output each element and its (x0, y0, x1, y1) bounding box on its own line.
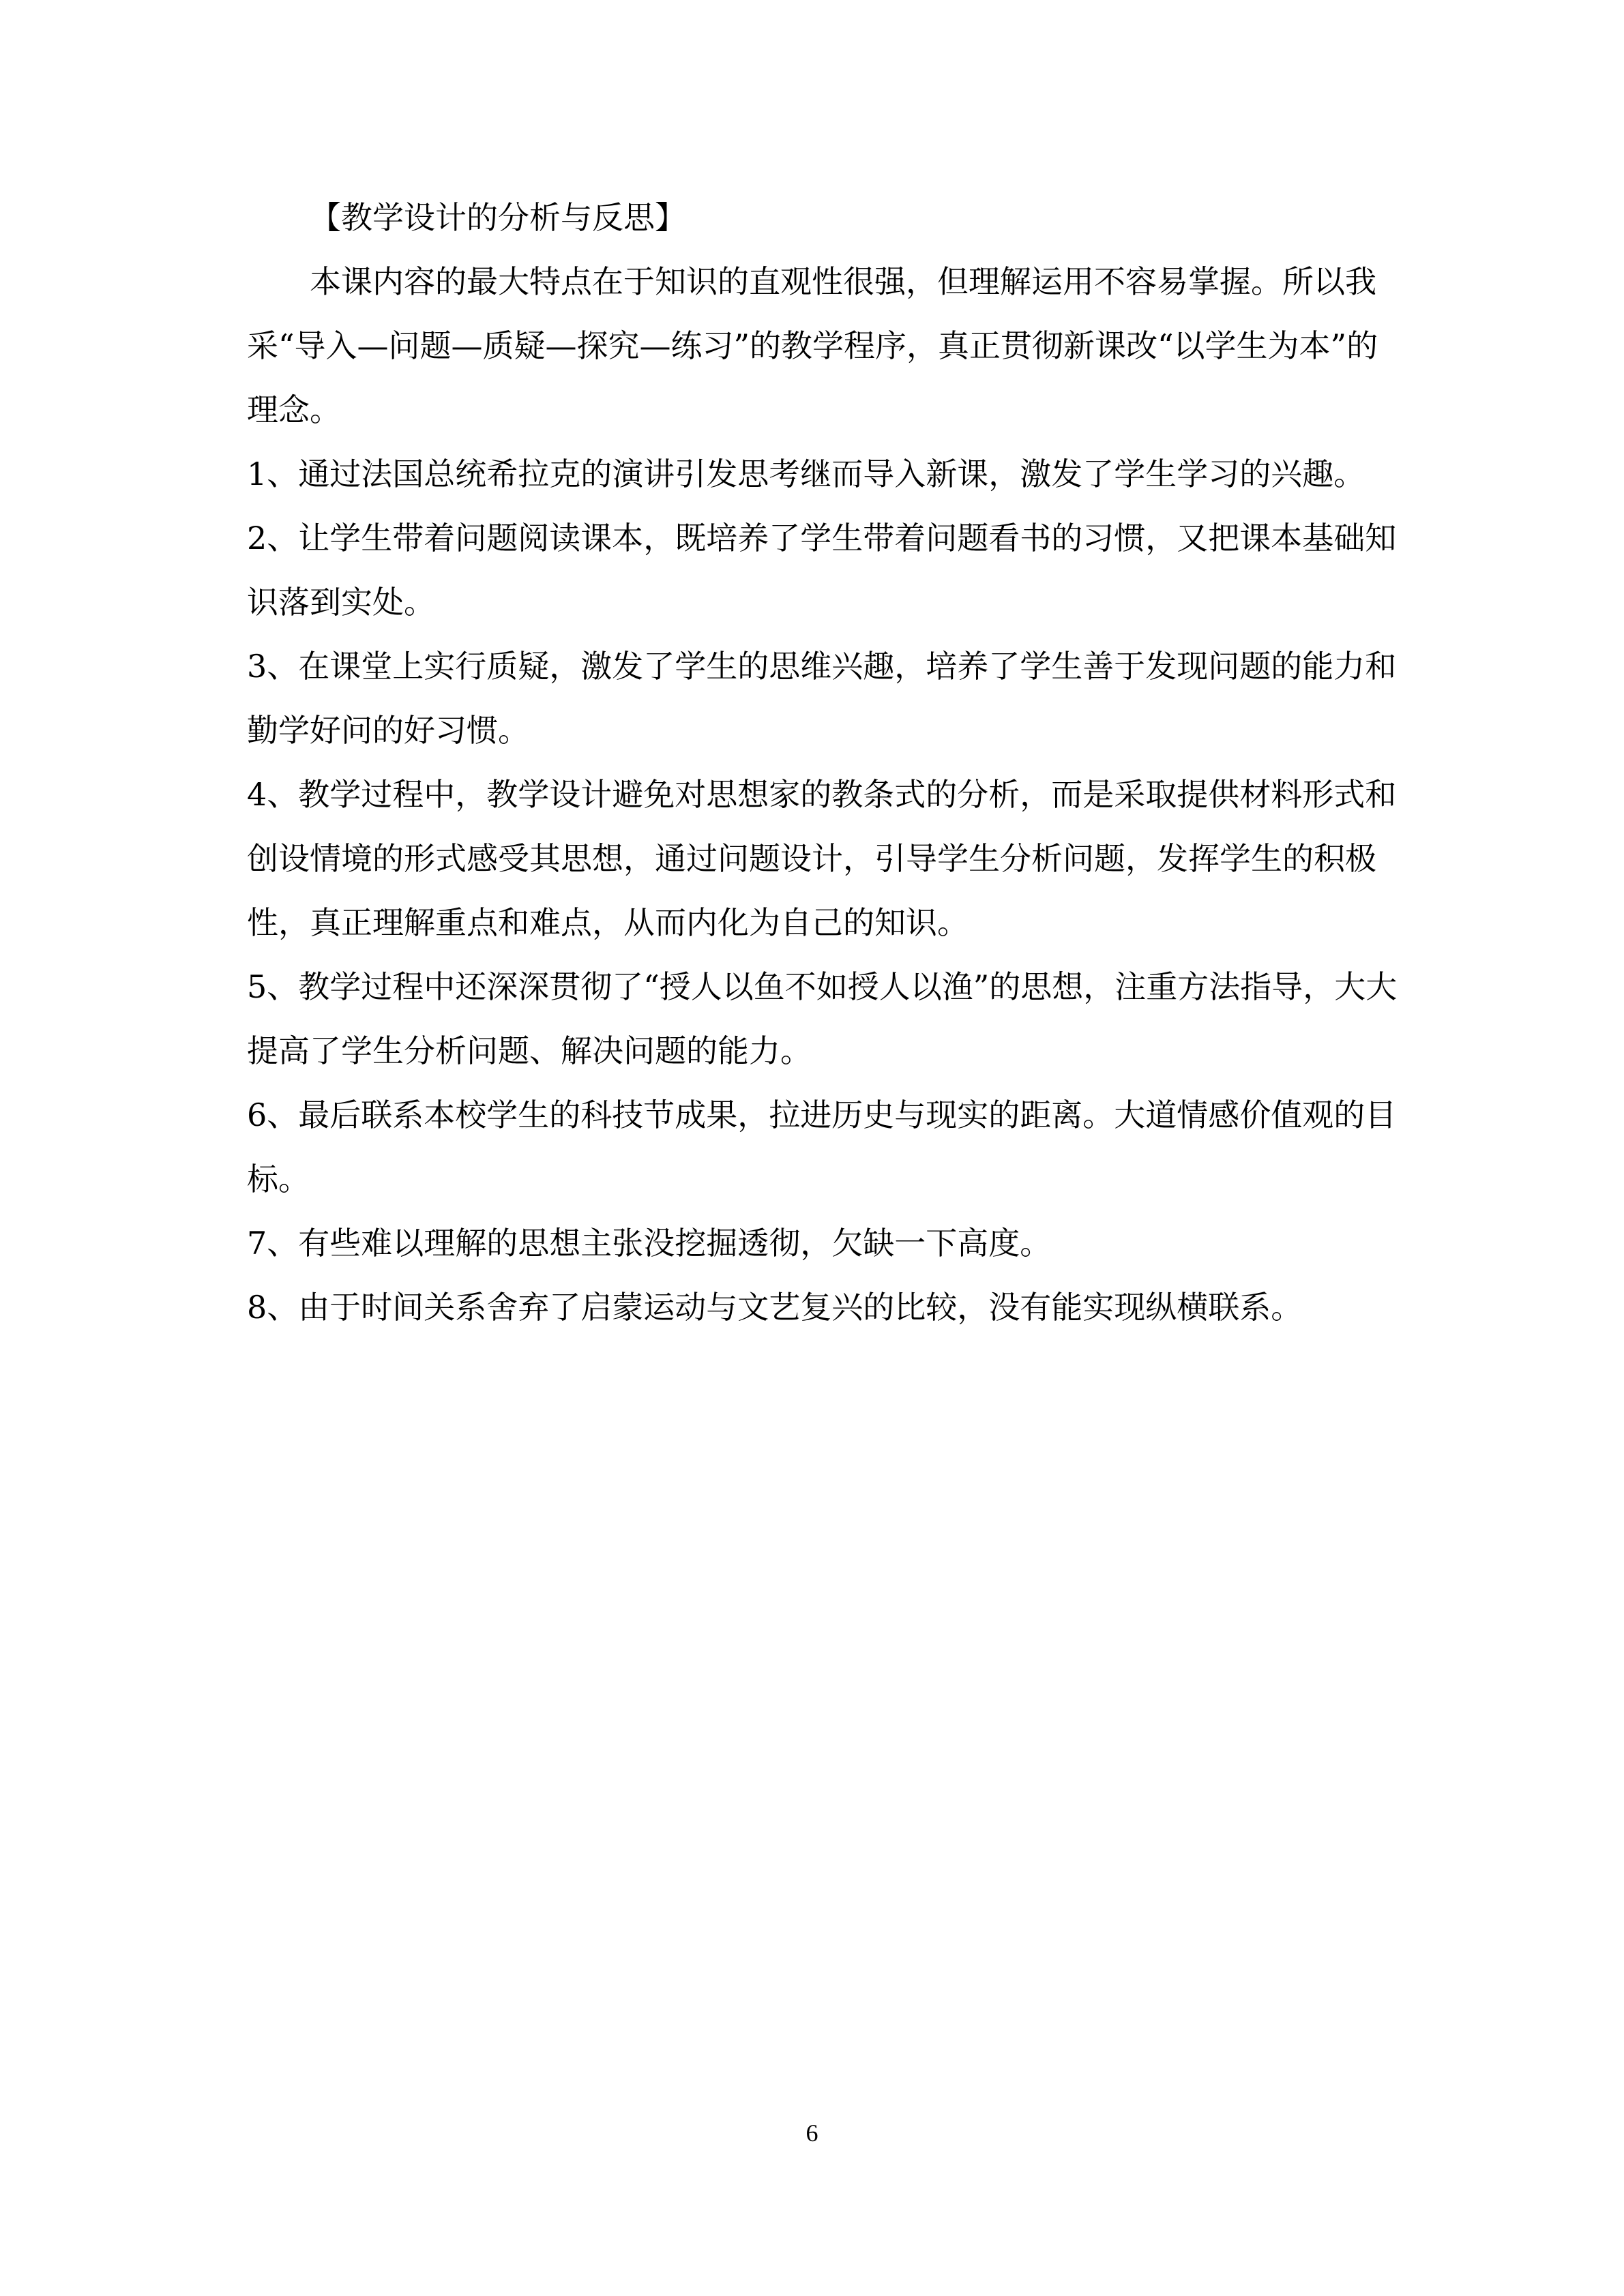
intro-paragraph: 本课内容的最大特点在于知识的直观性很强，但理解运用不容易掌握。所以我采“导入—问题—质疑—探究—练习”的教学程序，真正贯彻新课改“以学生为本”的理念。 (247, 263, 1378, 428)
list-item: 4、教学过程中，教学设计避免对思想家的教条式的分析，而是采取提供材料形式和创设情境的形式感受其思想，通过问题设计，引导学生分析问题，发挥学生的积极性，真正理解重点和难点，从而内化为自己的知识。 (247, 776, 1397, 941)
list-item: 6、最后联系本校学生的科技节成果，拉进历史与现实的距离。大道情感价值观的目标。 (247, 1097, 1397, 1197)
list-item: 5、教学过程中还深深贯彻了“授人以鱼不如授人以渔”的思想，注重方法指导，大大提高了学生分析问题、解决问题的能力。 (247, 968, 1398, 1069)
section-heading: 【教学设计的分析与反思】 (310, 199, 686, 236)
list-item: 3、在课堂上实行质疑，激发了学生的思维兴趣，培养了学生善于发现问题的能力和勤学好问的好习惯。 (247, 648, 1397, 749)
page-number: 6 (806, 2119, 818, 2147)
list-item: 8、由于时间关系舍弃了启蒙运动与文艺复兴的比较，没有能实现纵横联系。 (247, 1289, 1303, 1326)
list-item: 1、通过法国总统希拉克的演讲引发思考继而导入新课，激发了学生学习的兴趣。 (247, 456, 1365, 492)
list-item: 7、有些难以理解的思想主张没挖掘透彻，欠缺一下高度。 (247, 1225, 1052, 1262)
list-item: 2、让学生带着问题阅读课本，既培养了学生带着问题看书的习惯，又把课本基础知识落到实处。 (247, 520, 1397, 621)
document-body (247, 185, 1406, 1339)
